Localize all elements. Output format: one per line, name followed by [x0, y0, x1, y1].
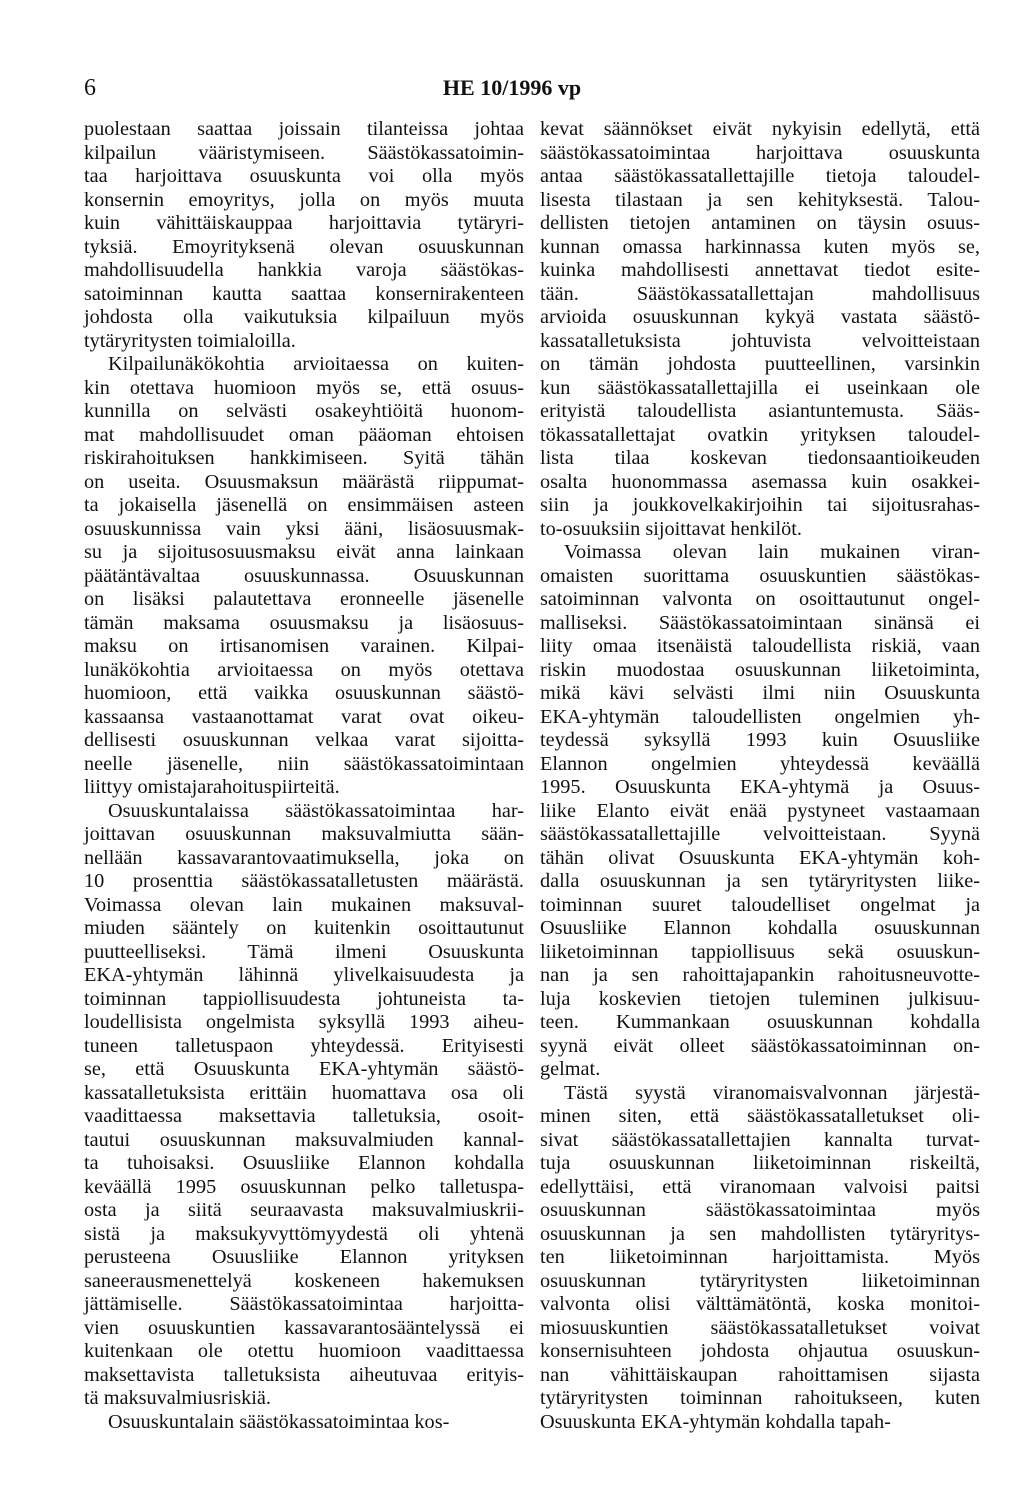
- text-line: kin otettava huomioon myös se, että osuus-: [84, 376, 524, 399]
- text-line: toiminnan tappiollisuudesta johtuneista ta-: [84, 987, 524, 1010]
- text-line: puutteelliseksi. Tämä ilmeni Osuuskunta: [84, 940, 524, 963]
- text-line: EKA-yhtymän taloudellisten ongelmien yh-: [540, 705, 980, 728]
- text-line: osuuskunnan tytäryritysten liiketoiminnan: [540, 1269, 980, 1292]
- text-line: konsernisuhteen johdosta ohjautua osuuskun-: [540, 1340, 980, 1362]
- text-line: puolestaan saattaa joissain tilanteissa johtaa: [84, 118, 524, 140]
- text-line: tuneen talletuspaon yhteydessä. Erityisesti: [84, 1034, 524, 1057]
- text-line: Tästä syystä viranomaisvalvonnan järjestä-: [564, 1081, 980, 1104]
- text-line: tään. Säästökassatallettajan mahdollisuus: [540, 282, 980, 305]
- text-line: ten liiketoiminnan harjoittamista. Myös: [540, 1246, 980, 1268]
- text-line: kassaansa vastaanottamat varat ovat oikeu-: [84, 705, 524, 728]
- text-line: omaisten suorittama osuuskuntien säästökas-: [540, 564, 980, 587]
- text-line: lisesta tilastaan ja sen kehityksestä. Talou-: [540, 188, 980, 211]
- text-line: minen siten, että säästökassatalletukset oli-: [540, 1105, 980, 1127]
- text-line: loudellisista ongelmista syksyllä 1993 aiheu-: [84, 1011, 524, 1033]
- text-line: EKA-yhtymän lähinnä ylivelkaisuudesta ja: [84, 964, 524, 986]
- left-column: [84, 118, 524, 1434]
- text-line: to-osuuksiin sijoittavat henkilöt.: [540, 517, 802, 540]
- text-line: konsernin emoyritys, jolla on myös muuta: [84, 188, 524, 211]
- text-line: Osuuskuntalain säästökassatoimintaa kos-: [108, 1410, 450, 1433]
- text-line: ta tuhoisaksi. Osuusliike Elannon kohdalla: [84, 1152, 524, 1174]
- text-line: kuitenkaan ole otettu huomioon vaadittaessa: [84, 1340, 524, 1362]
- text-line: Voimassa olevan lain mukainen maksuval-: [84, 893, 524, 916]
- text-line: säästökassatallettajille velvoitteistaan. Syynä: [540, 823, 980, 845]
- text-line: nan vähittäiskaupan rahoittamisen sijasta: [540, 1363, 980, 1386]
- text-line: malliseksi. Säästökassatoimintaan sinänsä ei: [540, 611, 980, 634]
- text-line: taa harjoittava osuuskunta voi olla myös: [84, 165, 524, 187]
- text-line: riskin muodostaa osuuskunnan liiketoiminta,: [540, 658, 980, 681]
- text-line: tyksiä. Emoyrityksenä olevan osuuskunnan: [84, 235, 524, 258]
- text-line: osuuskunnan ja sen mahdollisten tytäryritys-: [540, 1222, 980, 1245]
- text-line: gelmat.: [540, 1058, 601, 1080]
- text-line: Elannon ongelmien yhteydessä keväällä: [540, 752, 980, 775]
- text-line: valvonta olisi välttämätöntä, koska monitoi-: [540, 1293, 980, 1315]
- text-line: teydessä syksyllä 1993 kuin Osuusliike: [540, 729, 980, 751]
- text-line: mat mahdollisuudet oman pääoman ehtoisen: [84, 423, 524, 446]
- text-line: joittavan osuuskunnan maksuvalmiutta sään-: [84, 823, 524, 845]
- text-line: kunnilla on selvästi osakeyhtiöitä huonom-: [84, 400, 524, 422]
- text-line: keväällä 1995 osuuskunnan pelko talletuspa-: [84, 1175, 524, 1198]
- text-line: vien osuuskuntien kassavarantosääntelyssä ei: [84, 1316, 524, 1339]
- text-line: liiketoiminnan tappiollisuus sekä osuuskun-: [540, 940, 980, 963]
- text-line: nellään kassavarantovaatimuksella, joka on: [84, 846, 524, 869]
- text-line: maksu on irtisanomisen varainen. Kilpai-: [84, 635, 524, 657]
- text-line: Voimassa olevan lain mukainen viran-: [564, 541, 980, 563]
- text-line: lista tilaa koskevan tiedonsaantioikeuden: [540, 447, 980, 469]
- text-line: tuja osuuskunnan liiketoiminnan riskeiltä,: [540, 1152, 980, 1174]
- text-line: miuden sääntely on kuitenkin osoittautunut: [84, 917, 524, 939]
- text-line: satoiminnan kautta saattaa konsernirakenteen: [84, 282, 524, 305]
- text-line: mikä kävi selvästi ilmi niin Osuuskunta: [540, 682, 980, 704]
- text-line: mahdollisuudella hankkia varoja säästökas-: [84, 259, 524, 281]
- text-line: sistä ja maksukyvyttömyydestä oli yhtenä: [84, 1222, 524, 1245]
- text-line: osalta huonommassa asemassa kuin osakkei-: [540, 470, 980, 493]
- text-line: ta jokaisella jäsenellä on ensimmäisen asteen: [84, 494, 524, 516]
- text-line: osuuskunnissa vain yksi ääni, lisäosuusmak-: [84, 517, 524, 540]
- text-line: edellyttäisi, että viranomaan valvoisi paitsi: [540, 1175, 980, 1198]
- text-line: miosuuskuntien säästökassatalletukset voivat: [540, 1316, 980, 1339]
- text-line: 1995. Osuuskunta EKA-yhtymä ja Osuus-: [540, 776, 980, 798]
- text-line: säästökassatoimintaa harjoittava osuuskunta: [540, 141, 980, 164]
- right-column: [540, 118, 980, 1434]
- text-line: saneerausmenettelyä koskeneen hakemuksen: [84, 1269, 524, 1292]
- text-line: antaa säästökassatallettajille tietoja taloudel-: [540, 165, 980, 187]
- text-line: su ja sijoitusosuusmaksu eivät anna lainkaan: [84, 541, 524, 563]
- text-line: on useita. Osuusmaksun määrästä riippumat-: [84, 470, 524, 493]
- text-line: Osuuskunta EKA-yhtymän kohdalla tapah-: [540, 1410, 891, 1433]
- text-line: syynä eivät olleet säästökassatoiminnan on-: [540, 1034, 980, 1057]
- text-line: tämän maksama osuusmaksu ja lisäosuus-: [84, 611, 524, 634]
- text-line: perusteena Osuusliike Elannon yrityksen: [84, 1246, 524, 1268]
- text-line: vaadittaessa maksettavia talletuksia, osoit-: [84, 1105, 524, 1127]
- text-line: osta ja siitä seuraavasta maksuvalmiuskrii-: [84, 1199, 524, 1221]
- text-line: Kilpailunäkökohtia arvioitaessa on kuiten-: [108, 353, 524, 375]
- running-head: HE 10/1996 vp: [442, 75, 582, 100]
- page-number: 6: [84, 75, 96, 101]
- text-line: on lisäksi palautettava eronneelle jäsenelle: [84, 588, 524, 610]
- text-line: luja koskevien tietojen tuleminen julkisuu-: [540, 987, 980, 1010]
- text-line: kilpailun vääristymiseen. Säästökassatoimin-: [84, 141, 524, 164]
- text-line: Osuusliike Elannon kohdalla osuuskunnan: [540, 917, 980, 939]
- text-line: kuin vähittäiskauppaa harjoittavia tytäryri-: [84, 212, 524, 234]
- text-line: siin ja joukkovelkakirjoihin tai sijoitusrahas-: [540, 494, 980, 516]
- text-line: liike Elanto eivät enää pystyneet vastaamaan: [540, 799, 980, 822]
- text-line: tautui osuuskunnan maksuvalmiuden kannal-: [84, 1128, 524, 1151]
- text-line: tähän olivat Osuuskunta EKA-yhtymän koh-: [540, 846, 980, 869]
- text-line: dellisten tietojen antaminen on täysin osuus-: [540, 212, 980, 234]
- text-line: tytäryritysten toimialoilla.: [84, 329, 296, 352]
- text-line: liity omaa itsenäistä taloudellista riskiä, vaan: [540, 635, 980, 657]
- text-line: liittyy omistajarahoituspiirteitä.: [84, 776, 340, 798]
- text-line: jättämiselle. Säästökassatoimintaa harjoitta-: [84, 1293, 524, 1315]
- text-line: kuinka mahdollisesti annettavat tiedot esite-: [540, 259, 980, 281]
- text-line: nan ja sen rahoittajapankin rahoitusneuvotte-: [540, 964, 980, 986]
- text-line: johdosta olla vaikutuksia kilpailuun myös: [84, 306, 524, 328]
- text-line: kunnan omassa harkinnassa kuten myös se,: [540, 235, 980, 258]
- text-line: teen. Kummankaan osuuskunnan kohdalla: [540, 1011, 980, 1033]
- text-line: on tämän johdosta puutteellinen, varsinkin: [540, 353, 980, 375]
- text-line: se, että Osuuskunta EKA-yhtymän säästö-: [84, 1058, 524, 1080]
- text-line: kevat säännökset eivät nykyisin edellytä, että: [540, 118, 980, 140]
- text-line: kun säästökassatallettajilla ei useinkaan ole: [540, 376, 980, 399]
- text-line: päätäntävaltaa osuuskunnassa. Osuuskunnan: [84, 564, 524, 587]
- text-line: maksettavista talletuksista aiheutuvaa erityis-: [84, 1363, 524, 1386]
- text-line: tä maksuvalmiusriskiä.: [84, 1387, 272, 1409]
- text-line: satoiminnan valvonta on osoittautunut ongel-: [540, 588, 980, 610]
- text-line: arvioida osuuskunnan kykyä vastata säästö-: [540, 306, 980, 328]
- text-line: toiminnan suuret taloudelliset ongelmat ja: [540, 893, 980, 916]
- text-line: sivat säästökassatallettajien kannalta turvat-: [540, 1128, 980, 1151]
- text-line: neelle jäsenelle, niin säästökassatoimintaan: [84, 752, 524, 775]
- text-line: dellisesti osuuskunnan velkaa varat sijoitta-: [84, 729, 524, 751]
- text-line: riskirahoituksen hankkimiseen. Syitä tähän: [84, 447, 524, 469]
- text-line: 10 prosenttia säästökassatalletusten määrästä.: [84, 870, 524, 892]
- text-line: tökassatallettajat ovatkin yrityksen taloudel-: [540, 423, 980, 446]
- text-line: Osuuskuntalaissa säästökassatoimintaa har-: [108, 799, 524, 822]
- text-line: kassatalletuksista erittäin huomattava osa oli: [84, 1081, 524, 1104]
- text-line: kassatalletuksista johtuvista velvoitteistaan: [540, 329, 980, 352]
- text-line: tytäryritysten toiminnan rahoitukseen, kuten: [540, 1387, 980, 1409]
- text-line: osuuskunnan säästökassatoimintaa myös: [540, 1199, 980, 1221]
- text-line: lunäkökohtia arvioitaessa on myös otettava: [84, 658, 524, 681]
- text-line: huomioon, että vaikka osuuskunnan säästö-: [84, 682, 524, 704]
- text-line: erityistä taloudellista asiantuntemusta. Sääs-: [540, 400, 980, 422]
- text-line: dalla osuuskunnan ja sen tytäryritysten liike-: [540, 870, 980, 892]
